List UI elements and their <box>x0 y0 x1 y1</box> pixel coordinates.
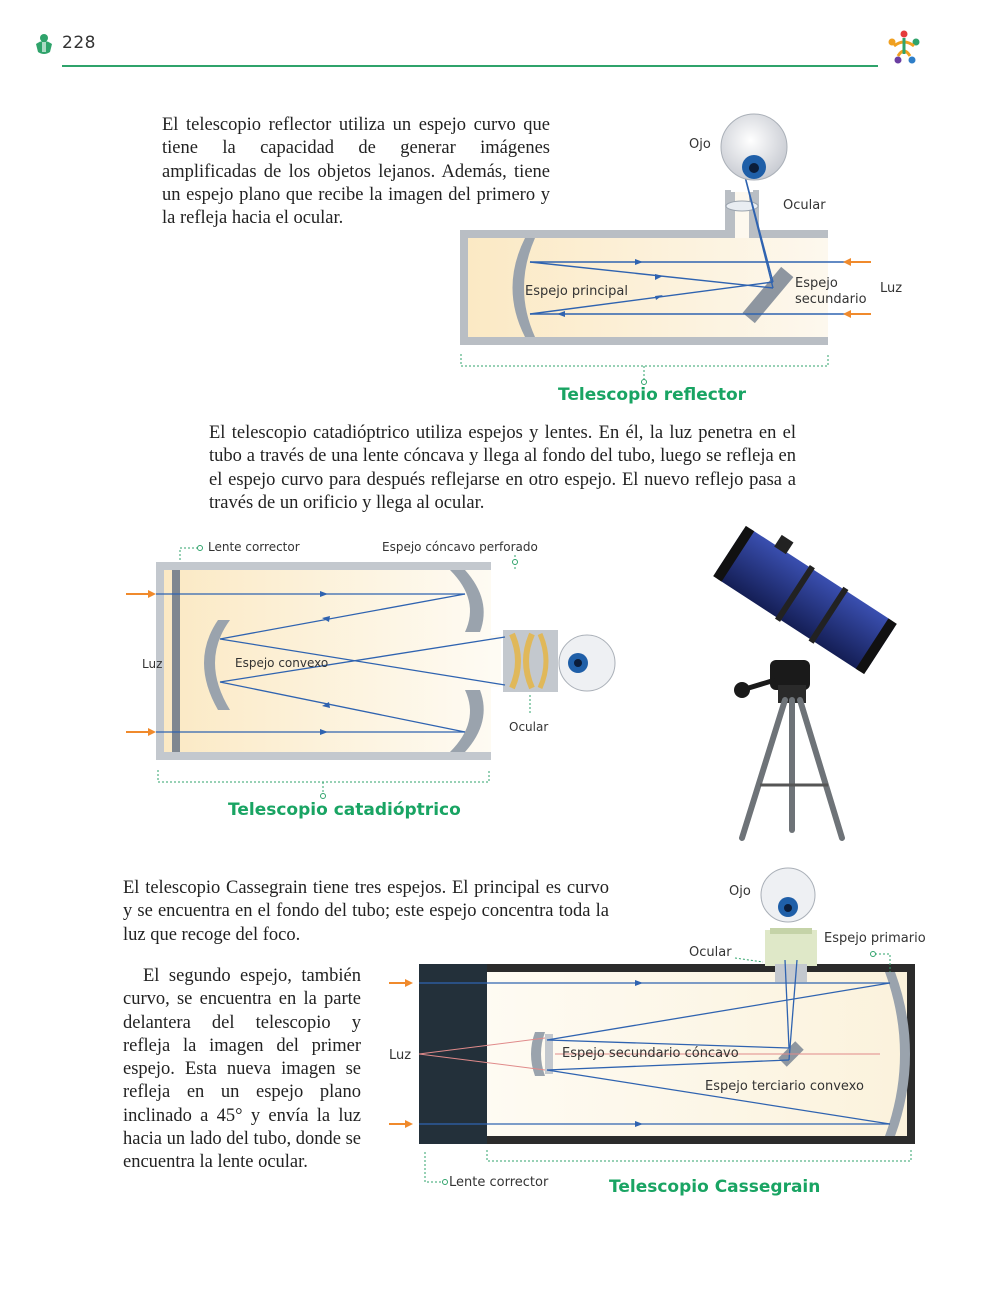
header-rule <box>62 65 878 67</box>
cassegrain-primary-label: Espejo primario <box>824 931 926 946</box>
page-number: 228 <box>62 33 96 53</box>
catadioptric-diagram <box>120 540 630 800</box>
reflector-primary-label: Espejo principal <box>525 284 628 299</box>
cassegrain-caption: Telescopio Cassegrain <box>609 1177 821 1197</box>
intro-catadioptric-paragraph: El telescopio catadióptrico utiliza espejos y lentes. En él, la luz penetra en el tubo a través de una lente cóncava y llega al fondo del tubo, luego se refleja en el espejo curvo para después reflejarse en otro espejo. El nuevo reflejo pasa a través de un orificio y llega al ocular. <box>209 423 796 513</box>
cassegrain-corrector-label: Lente corrector <box>449 1175 549 1190</box>
intro-reflector-paragraph: El telescopio reflector utiliza un espejo curvo que tiene la capacidad de generar imágenes amplificadas de los objetos lejanos. Además, tiene un espejo plano que recibe la imagen del primero y la refleja hacia el ocular. <box>162 115 550 229</box>
cassegrain-secondary-label: Espejo secundario cóncavo <box>562 1046 739 1061</box>
telescope-illustration <box>720 530 890 845</box>
catadioptric-concave-label: Espejo cóncavo perforado <box>382 540 538 554</box>
reflector-secondary-label-2: secundario <box>795 292 867 307</box>
cassegrain-light-label: Luz <box>389 1048 412 1063</box>
cassegrain-tertiary-label: Espejo terciario convexo <box>705 1079 864 1094</box>
cassegrain-diagram <box>385 862 925 1162</box>
catadioptric-eyepiece-label: Ocular <box>509 720 549 734</box>
book-logo-icon <box>34 32 54 56</box>
reflector-eye-label: Ojo <box>689 137 711 152</box>
intro-cassegrain-paragraph-1: El telescopio Cassegrain tiene tres espejos. El principal es curvo y se encuentra en el fondo del tubo; este espejo concentra toda la luz que recoge del foco. <box>123 878 609 945</box>
intro-cassegrain-paragraph-2: El segundo espejo, también curvo, se encuentra en la parte delantera del telescopio y refleja la imagen del primer espejo. Esta nueva imagen se refleja en un espejo plano inclinado a 45° y envía la luz hacia un lado del tubo, donde se encuentra la lente ocular. <box>123 966 361 1173</box>
catadioptric-light-label: Luz <box>142 657 163 671</box>
catadioptric-caption: Telescopio catadióptrico <box>228 800 461 820</box>
reflector-secondary-label-1: Espejo <box>795 276 838 291</box>
cassegrain-eyepiece-label: Ocular <box>689 945 732 960</box>
reflector-diagram <box>455 110 875 375</box>
cassegrain-eye-label: Ojo <box>729 884 751 899</box>
catadioptric-corrector-label: Lente corrector <box>208 540 300 554</box>
catadioptric-convex-label: Espejo convexo <box>235 656 329 670</box>
series-logo-icon <box>884 28 924 68</box>
reflector-caption: Telescopio reflector <box>558 385 747 405</box>
reflector-light-label: Luz <box>880 281 903 296</box>
reflector-eyepiece-label: Ocular <box>783 198 826 213</box>
